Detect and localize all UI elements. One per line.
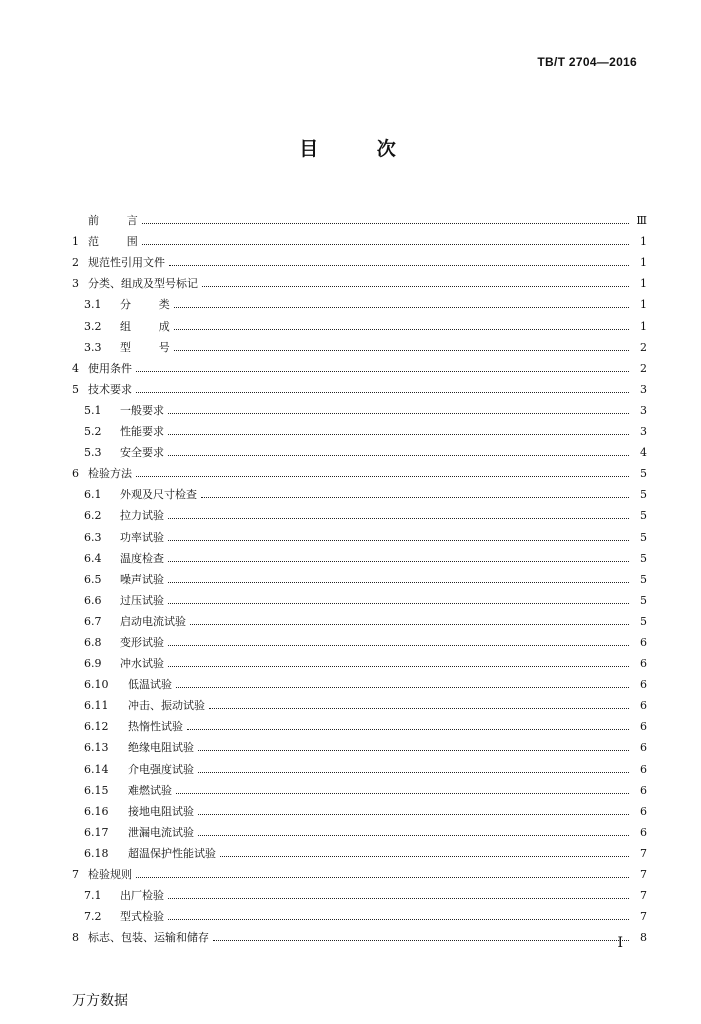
- toc-entry-label: 外观及尺寸检查: [120, 488, 197, 502]
- toc-entry[interactable]: [72, 438, 647, 459]
- toc-entry-number: 6.11: [84, 699, 109, 713]
- toc-entry-label: 一般要求: [120, 403, 164, 417]
- toc-entry-label: 分 类: [120, 298, 170, 312]
- toc-entry-label: 前 言: [88, 214, 138, 228]
- toc-entry[interactable]: [72, 417, 647, 438]
- toc-entry-number: 6.9: [84, 657, 102, 671]
- toc-entry-page: 6: [640, 678, 647, 692]
- toc-entry-page: 6: [640, 783, 647, 797]
- toc-entry-number: 6.7: [84, 614, 102, 628]
- toc-entry-label: 过压试验: [120, 593, 164, 607]
- toc-entry-page: 1: [640, 235, 647, 249]
- toc-entry-number: 6.14: [84, 762, 109, 776]
- toc-entry[interactable]: [72, 269, 647, 290]
- toc-entry-page: 5: [640, 614, 647, 628]
- toc-entry[interactable]: [72, 733, 647, 754]
- toc-entry-number: 6: [72, 467, 79, 481]
- watermark-text: 万方数据: [72, 993, 128, 1009]
- toc-entry-number: 6.1: [84, 488, 102, 502]
- toc-entry-page: 6: [640, 804, 647, 818]
- toc-entry[interactable]: [72, 712, 647, 733]
- toc-entry-number: 6.13: [84, 741, 109, 755]
- toc-entry-number: 6.8: [84, 635, 102, 649]
- toc-entry-page: 5: [640, 551, 647, 565]
- dot-leader: [168, 644, 629, 646]
- toc-entry[interactable]: [72, 881, 647, 902]
- toc-entry-page: 2: [640, 340, 647, 354]
- toc-entry-number: 6.6: [84, 593, 102, 607]
- toc-entry[interactable]: [72, 628, 647, 649]
- dot-leader: [142, 243, 629, 245]
- toc-entry-number: 5.3: [84, 446, 102, 460]
- toc-entry-label: 变形试验: [120, 635, 164, 649]
- dot-leader: [202, 285, 629, 287]
- toc-entry[interactable]: [72, 776, 647, 797]
- toc-entry[interactable]: [72, 839, 647, 860]
- dot-leader: [201, 496, 629, 498]
- toc-entry-page: 6: [640, 699, 647, 713]
- toc-entry-page: 6: [640, 657, 647, 671]
- dot-leader: [168, 581, 629, 583]
- toc-entry[interactable]: [72, 396, 647, 417]
- toc-entry-label: 介电强度试验: [128, 762, 194, 776]
- toc-entry-label: 型 号: [120, 340, 170, 354]
- dot-leader: [168, 665, 629, 667]
- dot-leader: [136, 391, 629, 393]
- toc-entry-label: 冲水试验: [120, 657, 164, 671]
- toc-entry-number: 6.5: [84, 572, 102, 586]
- toc-entry-label: 热惰性试验: [128, 720, 183, 734]
- toc-entry-page: 4: [640, 446, 647, 460]
- toc-entry-number: 7: [72, 868, 79, 881]
- toc-entry[interactable]: [72, 565, 647, 586]
- toc-entry-label: 出厂检验: [120, 889, 164, 903]
- toc-entry-label: 技术要求: [88, 382, 132, 396]
- toc-entry-page: 3: [640, 425, 647, 439]
- toc-entry-page: 1: [640, 319, 647, 333]
- toc-entry[interactable]: [72, 311, 647, 332]
- dot-leader: [198, 749, 629, 751]
- toc-entry-label: 温度检查: [120, 551, 164, 565]
- toc-entry-label: 检验方法: [88, 467, 132, 481]
- dot-leader: [213, 939, 629, 941]
- toc-entry-page: 6: [640, 741, 647, 755]
- toc-entry-page: 2: [640, 361, 647, 375]
- toc-entry-number: 6.2: [84, 509, 102, 523]
- toc-entry-label: 型式检验: [120, 910, 164, 924]
- toc-entry-number: 3.3: [84, 340, 102, 354]
- dot-leader: [168, 454, 629, 456]
- toc-entry-number: 6.16: [84, 804, 109, 818]
- dot-leader: [168, 517, 629, 519]
- toc-entry[interactable]: [72, 797, 647, 818]
- toc-entry-number: 6.10: [84, 678, 109, 692]
- toc-entry-label: 冲击、振动试验: [128, 699, 205, 713]
- page-title: 目 次: [299, 138, 422, 160]
- toc-entry-number: 2: [72, 256, 79, 270]
- page-number: I: [617, 935, 623, 951]
- toc-entry-label: 性能要求: [120, 425, 164, 439]
- toc-entry-label: 标志、包装、运输和储存: [88, 931, 209, 945]
- toc-entry[interactable]: [72, 375, 647, 396]
- toc-entry-page: 7: [640, 910, 647, 924]
- toc-entry-number: 6.4: [84, 551, 102, 565]
- toc-entry-label: 安全要求: [120, 446, 164, 460]
- dot-leader: [198, 834, 629, 836]
- toc-entry[interactable]: [72, 860, 647, 881]
- toc-entry-page: 5: [640, 509, 647, 523]
- toc-entry-label: 检验规则: [88, 868, 132, 881]
- toc-entry-page: 7: [640, 846, 647, 860]
- toc-entry-number: 5.2: [84, 425, 102, 439]
- toc-entry-label: 拉力试验: [120, 509, 164, 523]
- dot-leader: [174, 349, 629, 351]
- toc-entry-number: 8: [72, 931, 79, 945]
- toc-entry-label: 接地电阻试验: [128, 804, 194, 818]
- toc-entry-number: 3: [72, 277, 79, 291]
- toc-entry-page: 5: [640, 530, 647, 544]
- dot-leader: [168, 602, 629, 604]
- toc-entry-label: 绝缘电阻试验: [128, 741, 194, 755]
- toc-entry-number: 5: [72, 382, 79, 396]
- toc-entry-label: 分类、组成及型号标记: [88, 277, 198, 291]
- toc-entry-number: 6.17: [84, 825, 109, 839]
- dot-leader: [168, 433, 629, 435]
- toc-entry[interactable]: [72, 333, 647, 354]
- toc-entry[interactable]: [72, 923, 647, 944]
- toc-entry[interactable]: [72, 691, 647, 712]
- toc-entry-number: 6.15: [84, 783, 109, 797]
- table-of-contents: [72, 206, 647, 944]
- toc-entry-label: 使用条件: [88, 361, 132, 375]
- toc-entry-page: Ⅲ: [636, 214, 647, 228]
- toc-entry-number: 7.1: [84, 889, 102, 903]
- toc-entry-label: 启动电流试验: [120, 614, 186, 628]
- toc-entry-number: 6.3: [84, 530, 102, 544]
- toc-entry-page: 1: [640, 277, 647, 291]
- toc-entry[interactable]: [72, 522, 647, 543]
- toc-entry[interactable]: [72, 649, 647, 670]
- toc-entry[interactable]: [72, 480, 647, 501]
- toc-entry-label: 低温试验: [128, 678, 172, 692]
- toc-entry[interactable]: [72, 754, 647, 775]
- dot-leader: [168, 918, 629, 920]
- dot-leader: [168, 412, 629, 414]
- toc-entry-page: 6: [640, 635, 647, 649]
- toc-entry-page: 5: [640, 488, 647, 502]
- toc-entry-page: 8: [640, 931, 647, 945]
- dot-leader: [176, 792, 629, 794]
- toc-entry[interactable]: [72, 818, 647, 839]
- standard-number: TB/T 2704—2016: [537, 55, 637, 69]
- dot-leader: [168, 897, 629, 899]
- toc-entry[interactable]: [72, 227, 647, 248]
- toc-entry-page: 7: [640, 889, 647, 903]
- toc-entry-page: 1: [640, 256, 647, 270]
- toc-entry-page: 7: [640, 868, 647, 881]
- toc-entry-number: 6.12: [84, 720, 109, 734]
- toc-entry-label: 组 成: [120, 319, 170, 333]
- toc-entry-label: 范 围: [88, 235, 138, 249]
- dot-leader: [174, 306, 629, 308]
- dot-leader: [168, 539, 629, 541]
- toc-entry-page: 6: [640, 762, 647, 776]
- toc-entry-label: 规范性引用文件: [88, 256, 165, 270]
- dot-leader: [136, 370, 629, 372]
- dot-leader: [198, 771, 629, 773]
- toc-entry-number: 4: [72, 361, 79, 375]
- dot-leader: [136, 475, 629, 477]
- toc-entry-page: 3: [640, 403, 647, 417]
- dot-leader: [198, 813, 629, 815]
- toc-entry-number: 6.18: [84, 846, 109, 860]
- toc-entry-page: 3: [640, 382, 647, 396]
- toc-entry-page: 6: [640, 825, 647, 839]
- dot-leader: [220, 855, 629, 857]
- toc-entry-number: 5.1: [84, 403, 102, 417]
- dot-leader: [209, 707, 629, 709]
- dot-leader: [168, 560, 629, 562]
- toc-entry-number: 7.2: [84, 910, 102, 924]
- dot-leader: [190, 623, 629, 625]
- toc-entry-label: 泄漏电流试验: [128, 825, 194, 839]
- dot-leader: [176, 686, 629, 688]
- toc-entry[interactable]: [72, 607, 647, 628]
- dot-leader: [169, 264, 629, 266]
- dot-leader: [136, 876, 629, 878]
- toc-entry-page: 5: [640, 572, 647, 586]
- toc-entry-page: 5: [640, 467, 647, 481]
- toc-entry-label: 难燃试验: [128, 783, 172, 797]
- toc-entry[interactable]: [72, 354, 647, 375]
- toc-entry[interactable]: [72, 206, 647, 227]
- toc-entry[interactable]: [72, 670, 647, 691]
- toc-entry-page: 5: [640, 593, 647, 607]
- toc-entry-page: 6: [640, 720, 647, 734]
- toc-entry-number: 1: [72, 235, 79, 249]
- toc-entry-label: 超温保护性能试验: [128, 846, 216, 860]
- toc-entry[interactable]: [72, 544, 647, 565]
- toc-entry[interactable]: [72, 459, 647, 480]
- toc-entry[interactable]: [72, 290, 647, 311]
- toc-entry-label: 噪声试验: [120, 572, 164, 586]
- dot-leader: [142, 222, 629, 224]
- toc-entry[interactable]: [72, 902, 647, 923]
- toc-entry-number: 3.1: [84, 298, 102, 312]
- toc-entry[interactable]: [72, 501, 647, 522]
- toc-entry-number: 3.2: [84, 319, 102, 333]
- dot-leader: [174, 328, 629, 330]
- toc-entry-page: 1: [640, 298, 647, 312]
- toc-entry[interactable]: [72, 248, 647, 269]
- toc-entry[interactable]: [72, 586, 647, 607]
- toc-entry-label: 功率试验: [120, 530, 164, 544]
- dot-leader: [187, 728, 629, 730]
